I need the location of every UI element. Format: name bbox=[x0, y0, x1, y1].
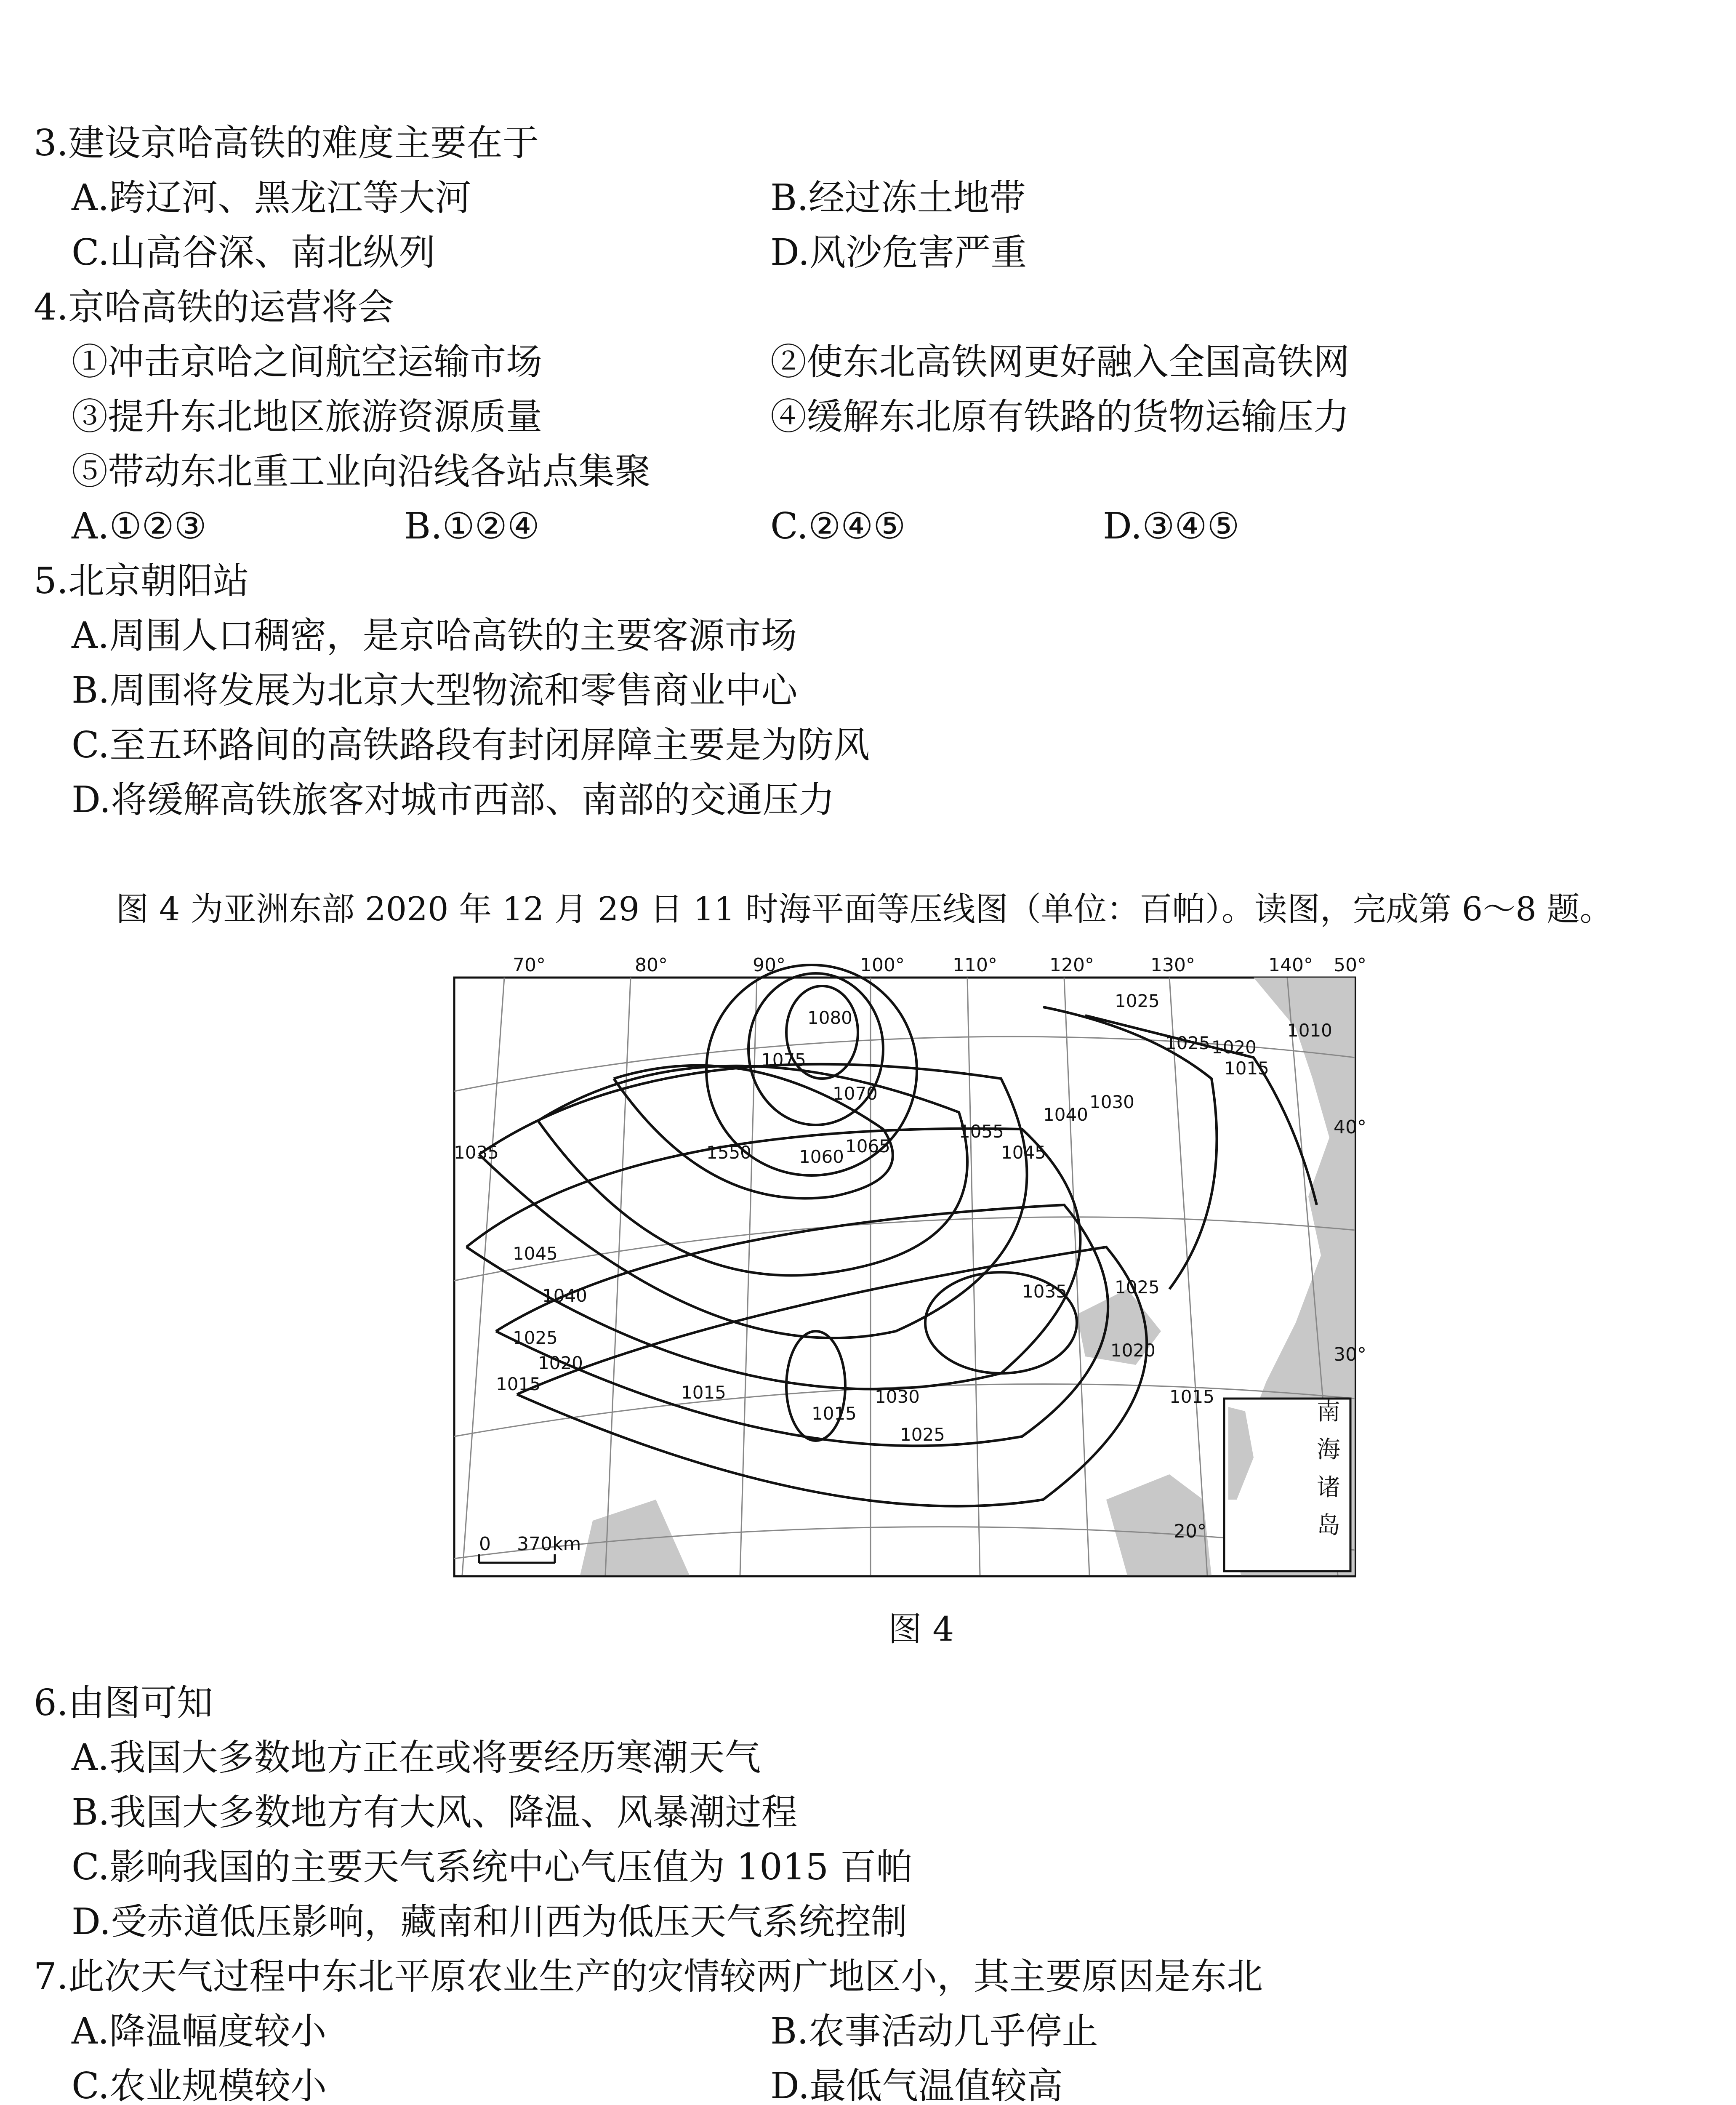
isobar-value-label: 1010 bbox=[1287, 1020, 1332, 1041]
q3-option-d: D.风沙危害严重 bbox=[770, 232, 1027, 274]
figure-caption: 图 4 bbox=[888, 1609, 954, 1649]
q6-option-b: B.我国大多数地方有大风、降温、风暴潮过程 bbox=[72, 1791, 798, 1833]
isobar-value-label: 1550 bbox=[706, 1142, 751, 1163]
q5-option-b: B.周围将发展为北京大型物流和零售商业中心 bbox=[72, 669, 798, 711]
q4-option-b: B.①②④ bbox=[404, 505, 540, 547]
isobar-value-label: 1045 bbox=[513, 1243, 558, 1264]
isobar-value-label: 1055 bbox=[959, 1121, 1004, 1142]
isobar-value-label: 1025 bbox=[1115, 991, 1160, 1011]
q6-stem: 6.由图可知 bbox=[34, 1682, 213, 1724]
q5-option-a: A.周围人口稠密，是京哈高铁的主要客源市场 bbox=[72, 615, 797, 657]
isobar-value-label: 1025 bbox=[1115, 1277, 1160, 1298]
q4-option-d: D.③④⑤ bbox=[1103, 505, 1240, 547]
isobar-value-label: 1015 bbox=[681, 1382, 726, 1403]
latitude-label: 30° bbox=[1334, 1344, 1366, 1365]
q6-option-d: D.受赤道低压影响，藏南和川西为低压天气系统控制 bbox=[72, 1901, 908, 1943]
isobar-value-label: 1070 bbox=[833, 1083, 878, 1104]
scale-distance-label: 370km bbox=[517, 1533, 581, 1555]
q4-statement-5: ⑤带动东北重工业向沿线各站点集聚 bbox=[72, 450, 651, 493]
q5-stem: 5.北京朝阳站 bbox=[34, 560, 250, 602]
inset-label-char: 诸 bbox=[1317, 1474, 1340, 1501]
isobar-value-label: 1045 bbox=[1001, 1142, 1046, 1163]
isobar-value-label: 1040 bbox=[542, 1285, 587, 1306]
longitude-label: 110° bbox=[953, 954, 997, 976]
inset-label-char: 南 bbox=[1317, 1398, 1340, 1426]
isobar-value-label: 1025 bbox=[513, 1327, 558, 1348]
q3-option-b: B.经过冻土地带 bbox=[770, 177, 1026, 219]
q3-option-a: A.跨辽河、黑龙江等大河 bbox=[72, 177, 471, 219]
longitude-label: 120° bbox=[1049, 954, 1094, 976]
isobar-value-label: 1030 bbox=[1089, 1092, 1134, 1112]
isobar-value-label: 1025 bbox=[1165, 1033, 1210, 1053]
isobar-value-label: 1065 bbox=[845, 1136, 890, 1156]
latitude-label: 50° bbox=[1334, 954, 1366, 976]
isobar-value-label: 1075 bbox=[761, 1050, 806, 1070]
isobar-value-label: 1015 bbox=[1224, 1058, 1269, 1079]
longitude-label: 70° bbox=[513, 954, 546, 976]
isobar-value-label: 1020 bbox=[1211, 1037, 1257, 1058]
isobar-map-svg bbox=[454, 952, 1366, 1577]
isobar-map-figure bbox=[454, 952, 1366, 1577]
q4-statement-3: ③提升东北地区旅游资源质量 bbox=[72, 396, 542, 438]
isobar-value-label: 1015 bbox=[496, 1374, 541, 1394]
q7-option-c: C.农业规模较小 bbox=[72, 2065, 327, 2105]
q4-statement-2: ②使东北高铁网更好融入全国高铁网 bbox=[770, 341, 1350, 383]
longitude-label: 90° bbox=[753, 954, 785, 976]
isobar-value-label: 1020 bbox=[538, 1353, 583, 1373]
longitude-label: 140° bbox=[1268, 954, 1313, 976]
inset-label-char: 岛 bbox=[1317, 1512, 1340, 1539]
q5-option-d: D.将缓解高铁旅客对城市西部、南部的交通压力 bbox=[72, 779, 835, 821]
q4-option-c: C.②④⑤ bbox=[770, 505, 906, 547]
scale-zero-label: 0 bbox=[479, 1533, 491, 1555]
isobar-value-label: 1015 bbox=[812, 1403, 857, 1424]
q7-option-b: B.农事活动几乎停止 bbox=[770, 2010, 1098, 2052]
isobar-value-label: 1040 bbox=[1043, 1104, 1088, 1125]
q7-option-d: D.最低气温值较高 bbox=[770, 2065, 1063, 2105]
latitude-label: 20° bbox=[1174, 1521, 1206, 1542]
q4-option-a: A.①②③ bbox=[72, 505, 207, 547]
isobar-value-label: 1060 bbox=[799, 1146, 844, 1167]
latitude-label: 40° bbox=[1334, 1116, 1366, 1138]
isobar-value-label: 1080 bbox=[807, 1007, 852, 1028]
q4-statement-4: ④缓解东北原有铁路的货物运输压力 bbox=[770, 396, 1350, 438]
isobar-value-label: 1025 bbox=[900, 1424, 945, 1445]
inset-label-char: 海 bbox=[1317, 1436, 1340, 1463]
longitude-label: 100° bbox=[860, 954, 905, 976]
q7-stem: 7.此次天气过程中东北平原农业生产的灾情较两广地区小，其主要原因是东北 bbox=[34, 1956, 1263, 1998]
longitude-label: 80° bbox=[635, 954, 668, 976]
q4-stem: 4.京哈高铁的运营将会 bbox=[34, 286, 394, 328]
isobar-value-label: 1020 bbox=[1110, 1340, 1156, 1361]
isobar-value-label: 1030 bbox=[875, 1386, 920, 1407]
q5-option-c: C.至五环路间的高铁路段有封闭屏障主要是为防风 bbox=[72, 724, 870, 766]
q3-stem: 3.建设京哈高铁的难度主要在于 bbox=[34, 122, 539, 164]
figure-intro: 图 4 为亚洲东部 2020 年 12 月 29 日 11 时海平面等压线图（单位：百帕）。读图，完成第 6～8 题。 bbox=[116, 890, 1613, 928]
isobar-value-label: 1035 bbox=[1022, 1281, 1067, 1302]
q6-option-a: A.我国大多数地方正在或将要经历寒潮天气 bbox=[72, 1737, 761, 1779]
longitude-label: 130° bbox=[1150, 954, 1195, 976]
isobar-value-label: 1015 bbox=[1169, 1386, 1214, 1407]
q4-statement-1: ①冲击京哈之间航空运输市场 bbox=[72, 341, 542, 383]
isobar-value-label: 1035 bbox=[454, 1142, 499, 1163]
q6-option-c: C.影响我国的主要天气系统中心气压值为 1015 百帕 bbox=[72, 1846, 913, 1888]
q7-option-a: A.降温幅度较小 bbox=[72, 2010, 327, 2052]
q3-option-c: C.山高谷深、南北纵列 bbox=[72, 232, 436, 274]
